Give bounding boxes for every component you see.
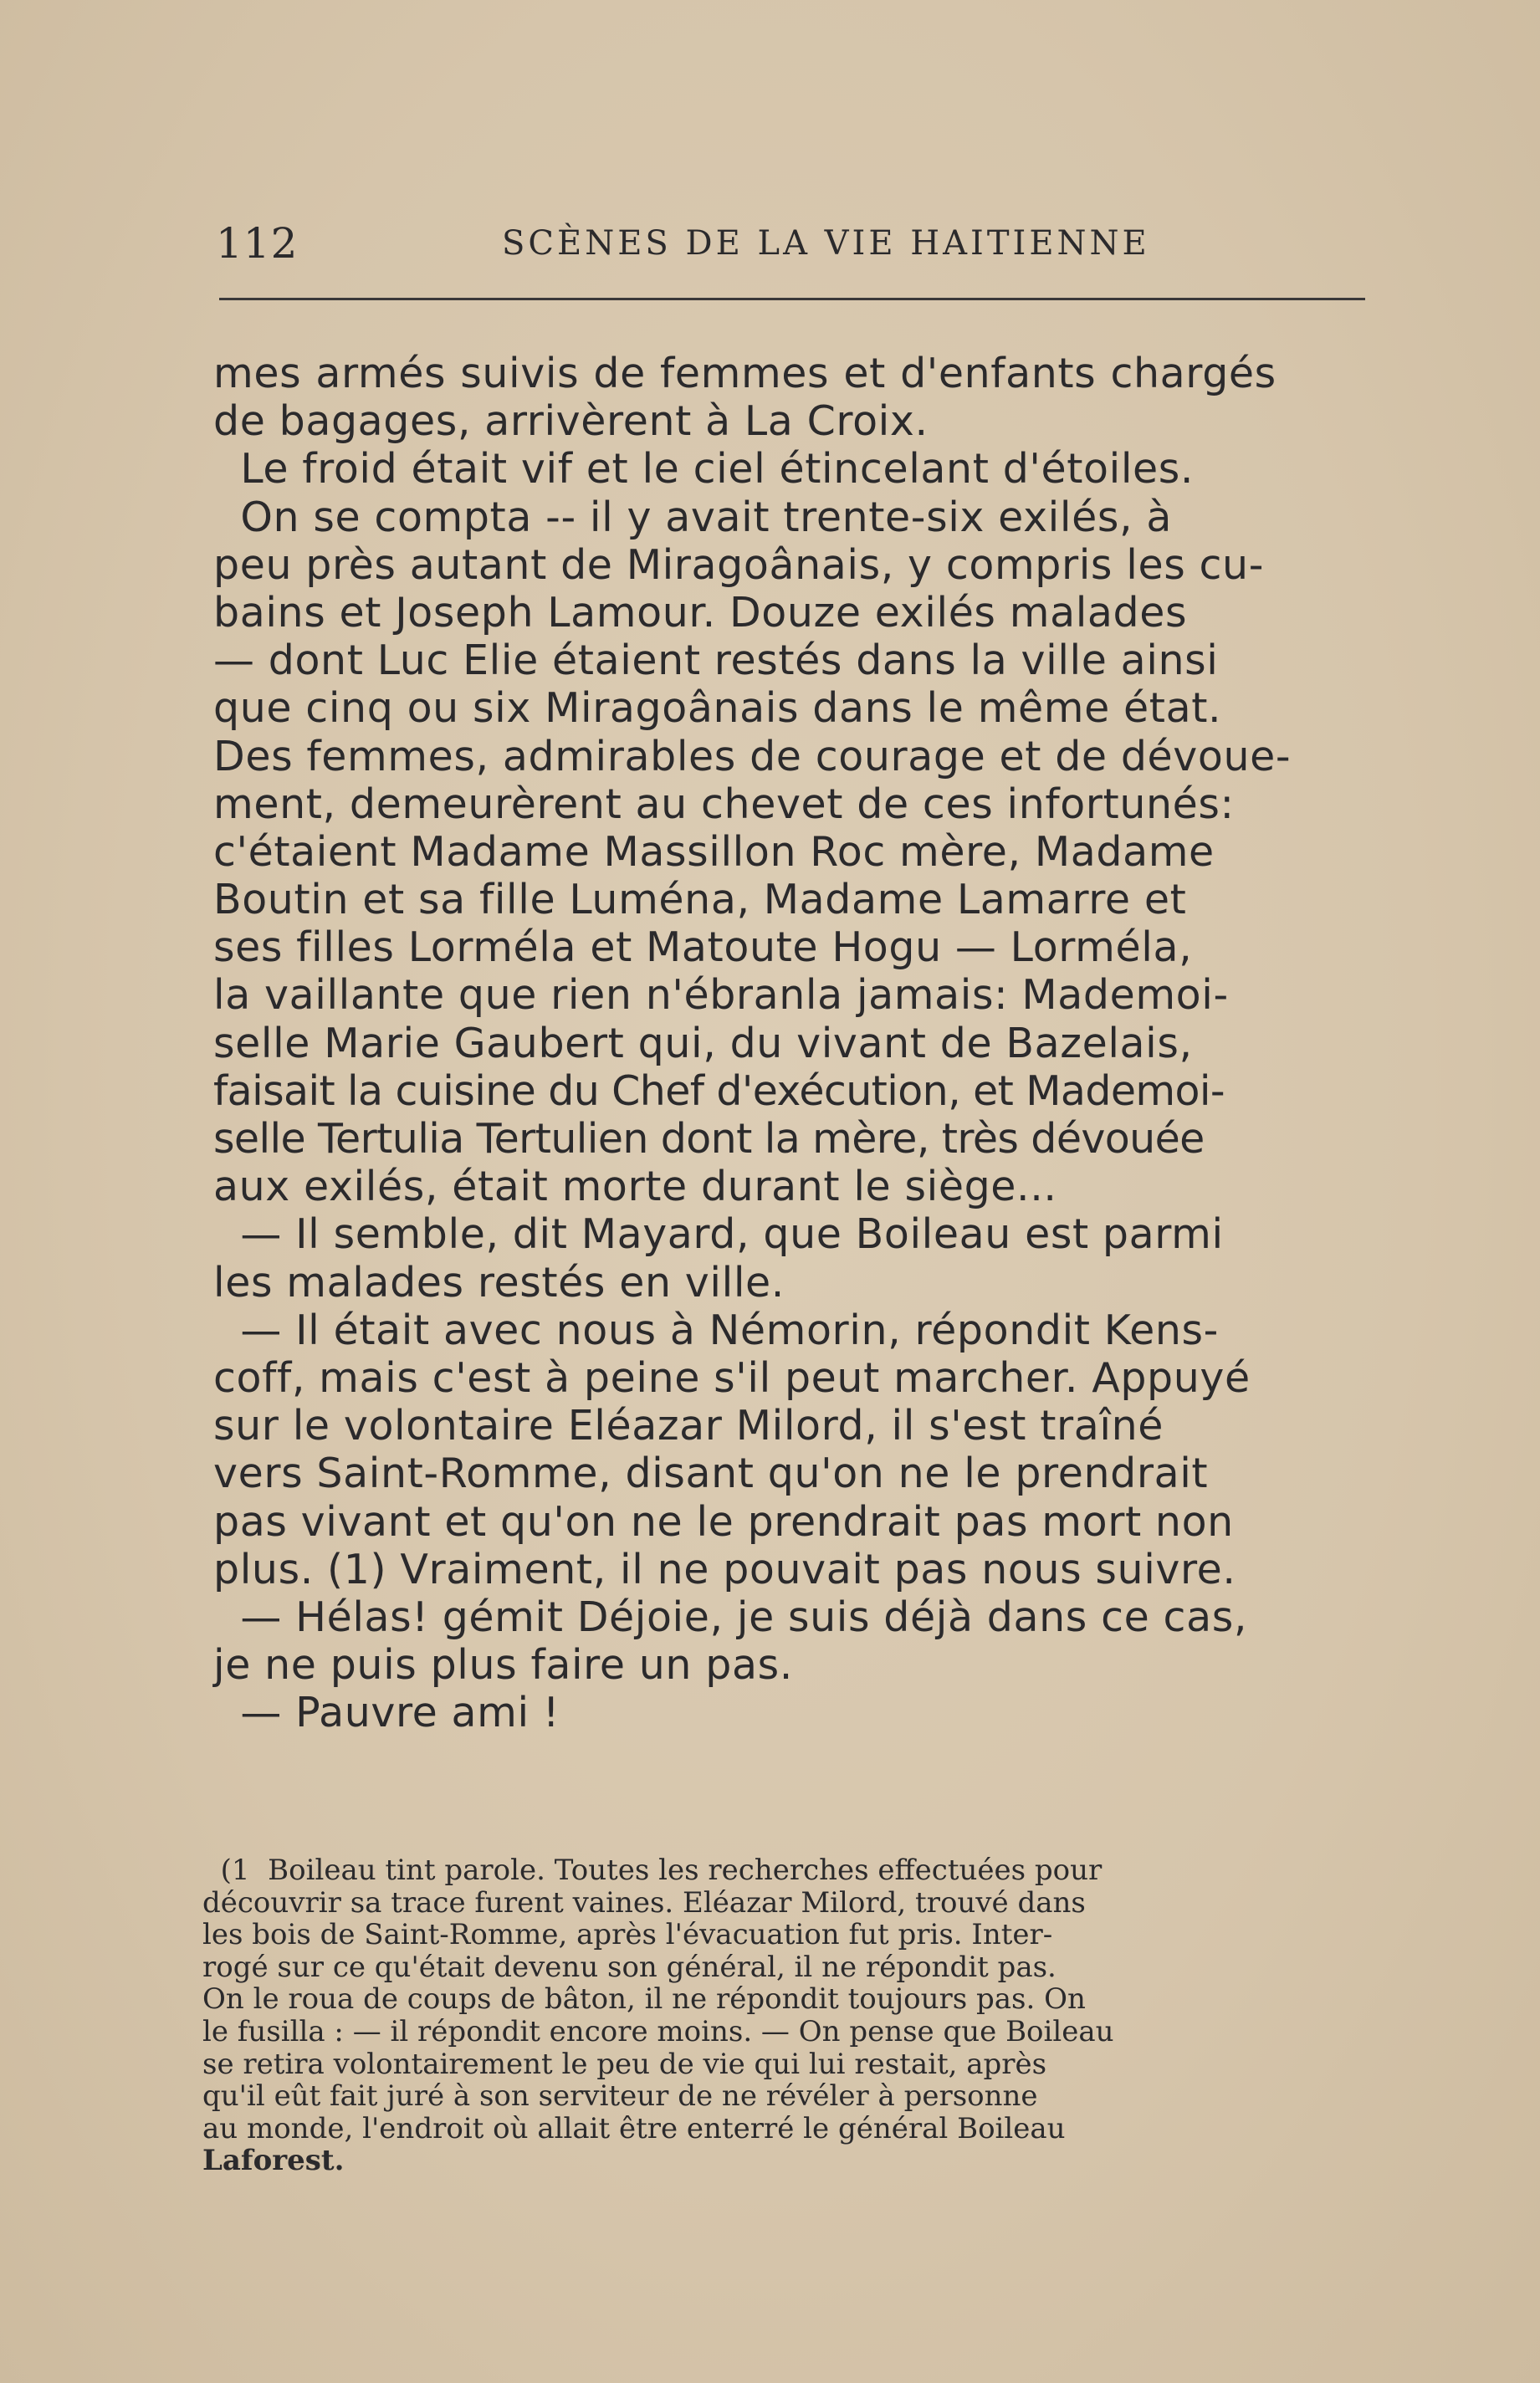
footnote-line: le fusilla : — il répondit encore moins. — On pense que Boileau xyxy=(202,2014,1114,2048)
footnote xyxy=(202,1854,1374,2177)
text-line: pas vivant et qu'on ne le prendrait pas mort non xyxy=(213,1497,1234,1546)
text-line: ses filles Lorméla et Matoute Hogu — Lorméla, xyxy=(213,923,1193,972)
text-line: peu près autant de Miragoânais, y compris les cu- xyxy=(213,540,1264,589)
text-line: aux exilés, était morte durant le siège... xyxy=(213,1163,1057,1211)
footnote-line: On le roua de coups de bâton, il ne répondit toujours pas. On xyxy=(202,1982,1086,2017)
text-line: selle Tertulia Tertulien dont la mère, très dévouée xyxy=(213,1115,1205,1163)
text-line: sur le volontaire Eléazar Milord, il s'est traîné xyxy=(213,1402,1164,1450)
text-line: c'étaient Madame Massillon Roc mère, Madame xyxy=(213,827,1215,876)
text-line: — Hélas! gémit Déjoie, je suis déjà dans ce cas, xyxy=(213,1593,1248,1641)
text-line: On se compta -- il y avait trente-six exilés, à xyxy=(213,493,1172,541)
text-line: — dont Luc Elie étaient restés dans la ville ainsi xyxy=(213,637,1219,685)
running-head: SCÈNES DE LA VIE HAITIENNE xyxy=(502,224,1150,263)
text-line: Des femmes, admirables de courage et de dévoue- xyxy=(213,732,1292,780)
text-line: — Il était avec nous à Némorin, répondit Kens- xyxy=(213,1306,1219,1354)
text-line: bains et Joseph Lamour. Douze exilés malades xyxy=(213,588,1188,637)
text-line: Le froid était vif et le ciel étincelant d'étoiles. xyxy=(213,445,1195,493)
page-header xyxy=(216,219,1395,278)
text-line: mes armés suivis de femmes et d'enfants chargés xyxy=(213,350,1277,397)
footnote-line: rogé sur ce qu'était devenu son général, il ne répondit pas. xyxy=(202,1950,1057,1984)
footnote-line: qu'il eût fait juré à son serviteur de ne révéler à personne xyxy=(202,2079,1038,2114)
text-line: ment, demeurèrent au chevet de ces infortunés: xyxy=(213,780,1235,828)
page-number: 112 xyxy=(216,219,299,268)
footnote-line: Laforest. xyxy=(202,2144,345,2178)
body-text xyxy=(213,350,1380,1736)
footnote-line: (1 Boileau tint parole. Toutes les recherches effectuées pour xyxy=(202,1854,1103,1887)
text-line: je ne puis plus faire un pas. xyxy=(213,1641,793,1690)
text-line: coff, mais c'est à peine s'il peut marcher. Appuyé xyxy=(213,1353,1251,1402)
text-line: — Il semble, dit Mayard, que Boileau est parmi xyxy=(213,1210,1224,1259)
text-line: plus. (1) Vraiment, il ne pouvait pas nous suivre. xyxy=(213,1545,1236,1593)
text-line: vers Saint-Romme, disant qu'on ne le prendrait xyxy=(213,1450,1209,1498)
text-line: les malades restés en ville. xyxy=(213,1258,785,1307)
footnote-line: se retira volontairement le peu de vie qui lui restait, après xyxy=(202,2047,1047,2081)
footnote-line: découvrir sa trace furent vaines. Eléazar Milord, trouvé dans xyxy=(202,1885,1086,1920)
text-line: que cinq ou six Miragoânais dans le même état. xyxy=(213,684,1222,733)
footnote-line: au monde, l'endroit où allait être enterré le général Boileau xyxy=(202,2111,1066,2145)
text-line: faisait la cuisine du Chef d'exécution, et Mademoi- xyxy=(213,1066,1225,1115)
text-line: Boutin et sa fille Luména, Madame Lamarre et xyxy=(213,876,1187,924)
text-line: — Pauvre ami ! xyxy=(213,1689,560,1737)
text-line: de bagages, arrivèrent à La Croix. xyxy=(213,397,929,446)
footnote-line: les bois de Saint-Romme, après l'évacuation fut pris. Inter- xyxy=(202,1918,1053,1952)
text-line: la vaillante que rien n'ébranla jamais: Mademoi- xyxy=(213,971,1229,1020)
header-rule xyxy=(219,298,1365,300)
text-line: selle Marie Gaubert qui, du vivant de Bazelais, xyxy=(213,1019,1193,1067)
